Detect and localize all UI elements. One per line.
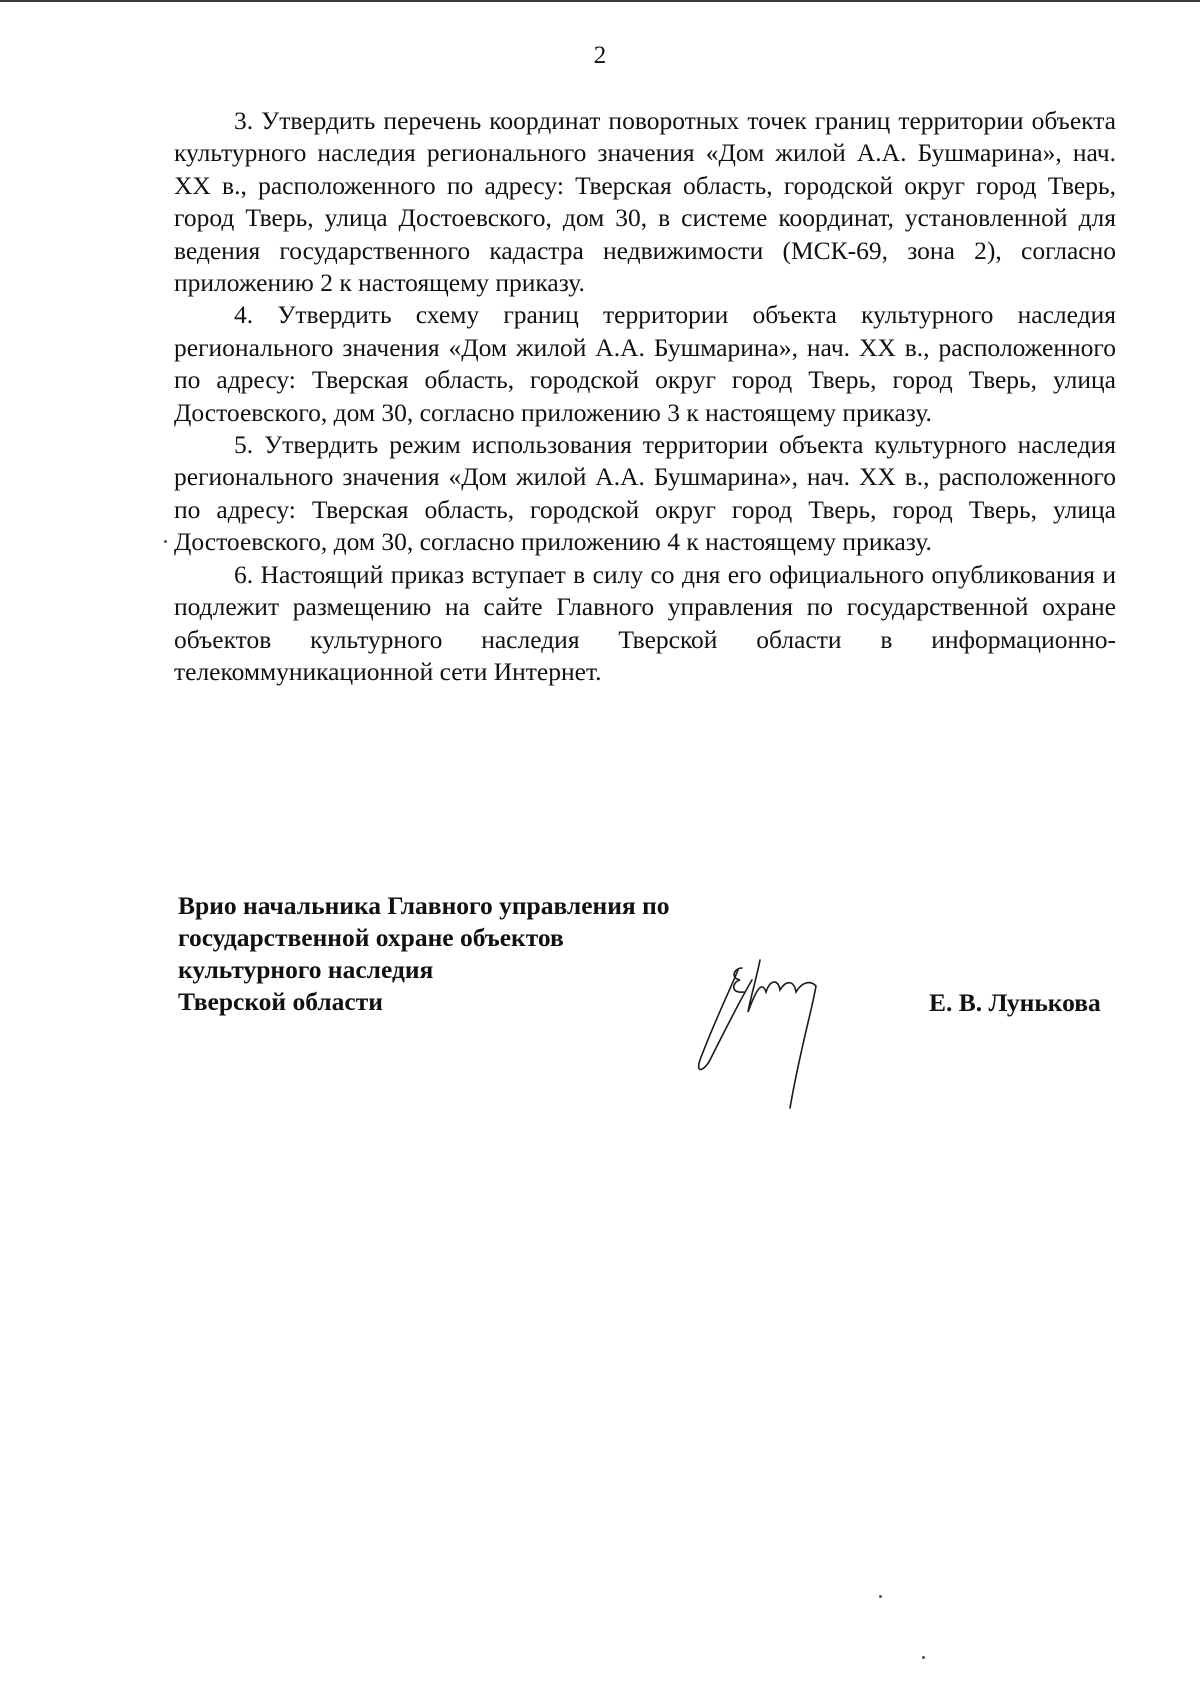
- scan-speck: [922, 1656, 925, 1659]
- signer-position-line: государственной охране объектов: [178, 923, 564, 952]
- signer-position: [178, 890, 670, 1018]
- document-body: [174, 105, 1116, 688]
- paragraph-3: 3. Утвердить перечень координат поворотных точек границ территории объекта культурного наследия регионального значения «Дом жилой А.А. Бушмарина», нач. XX в., расположенного по адресу: Тверская область, городской округ город Тверь, город Тверь, улица Достоевского, дом 30, в системе координат, установленной для ведения государственного кадастра недвижимости (МСК-69, зона 2), согласно приложению 2 к настоящему приказу.: [174, 106, 1116, 298]
- handwritten-signature: [690, 950, 880, 1110]
- signer-position-line: Врио начальника Главного управления по: [178, 891, 670, 920]
- top-border-line: [0, 0, 1200, 2]
- page-number: 2: [593, 42, 607, 69]
- paragraph-5: 5. Утвердить режим использования территории объекта культурного наследия регионального значения «Дом жилой А.А. Бушмарина», нач. XX в., расположенного по адресу: Тверская область, городской округ город Тверь, город Тверь, улица Достоевского, дом 30, согласно приложению 4 к настоящему приказу.: [174, 430, 1116, 557]
- signer-position-line: культурного наследия: [178, 955, 434, 984]
- signer-position-line: Тверской области: [178, 987, 383, 1016]
- paragraph-4: 4. Утвердить схему границ территории объекта культурного наследия регионального значения «Дом жилой А.А. Бушмарина», нач. XX в., расположенного по адресу: Тверская область, городской округ город Тверь, город Тверь, улица Достоевского, дом 30, согласно приложению 3 к настоящему приказу.: [174, 300, 1116, 427]
- signer-name: Е. В. Лунькова: [929, 988, 1101, 1017]
- scan-speck: [879, 1595, 882, 1598]
- paragraph-6: 6. Настоящий приказ вступает в силу со дня его официального опубликования и подлежит размещению на сайте Главного управления по государственной охране объектов культурного наследия Тверской области в информационно-телекоммуникационной сети Интернет.: [174, 559, 1116, 686]
- scan-speck: [164, 540, 167, 543]
